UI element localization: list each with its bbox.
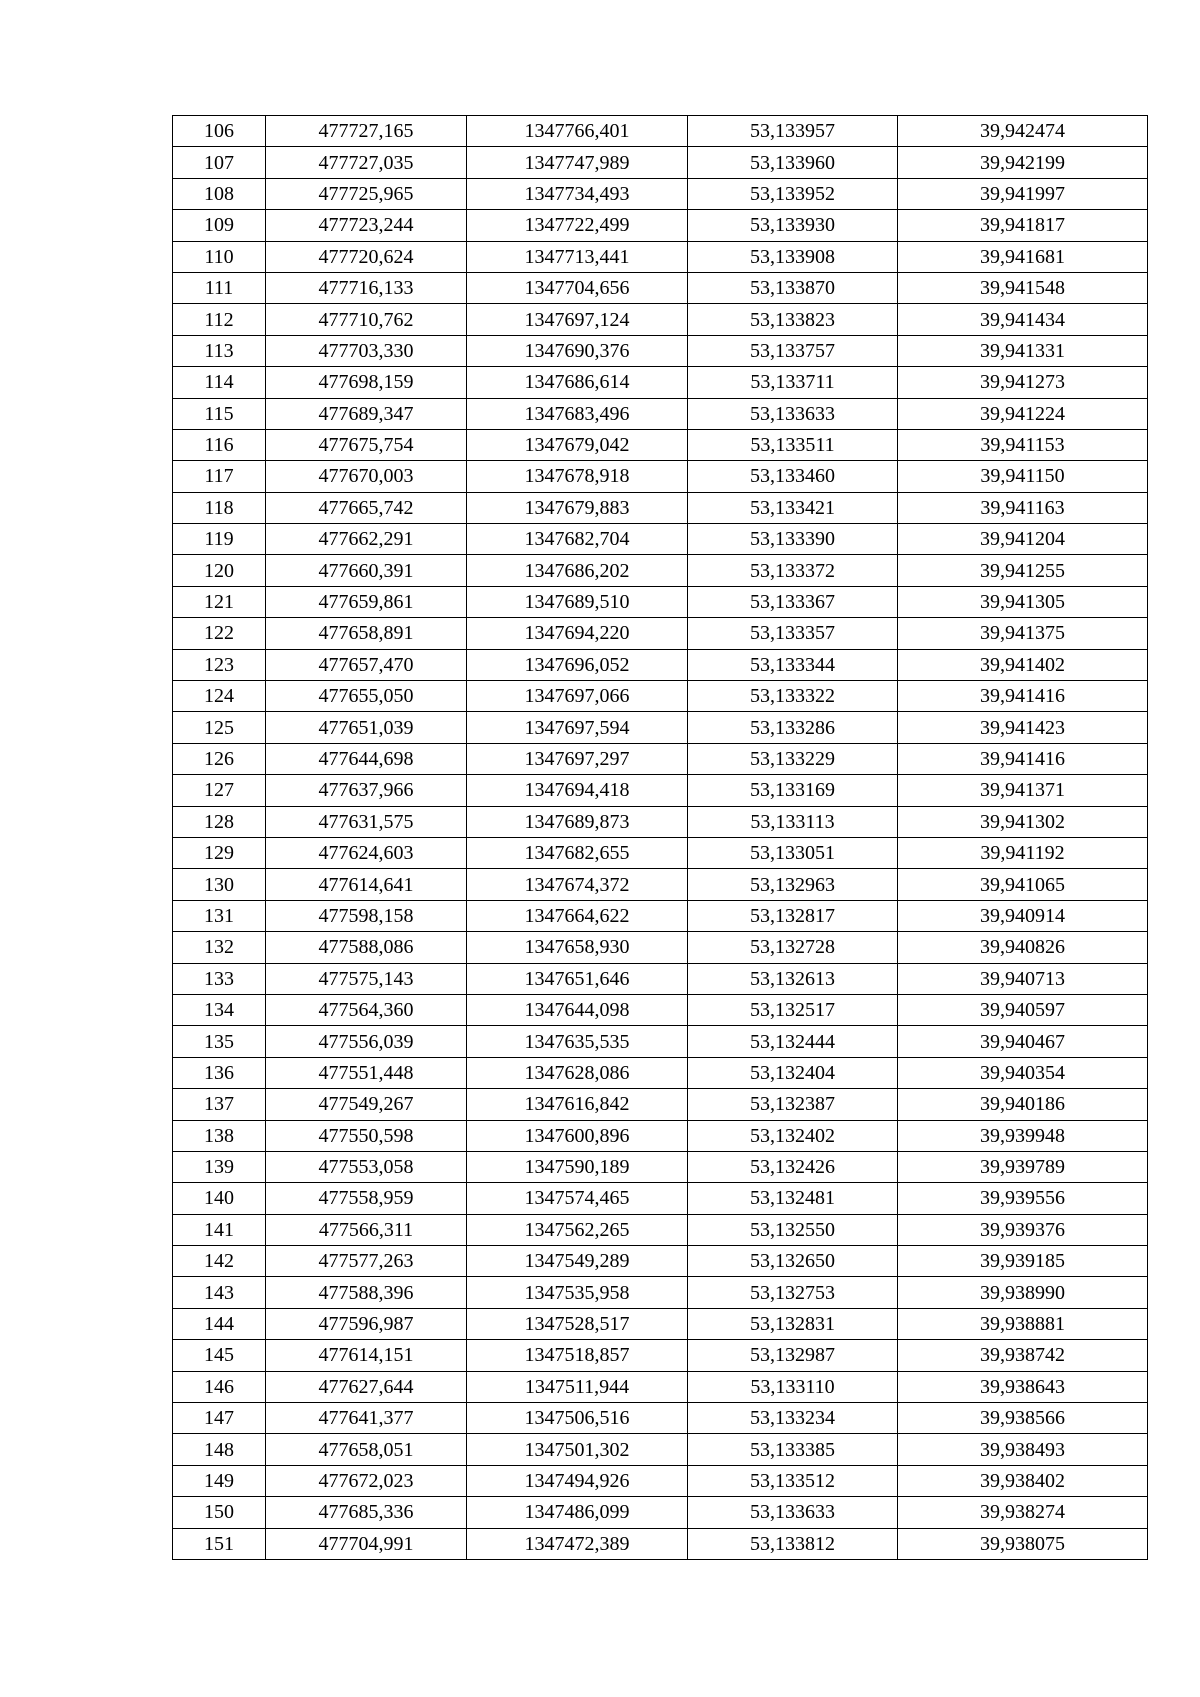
x-coordinate-cell: 477670,003 bbox=[266, 461, 467, 492]
y-coordinate-cell: 1347682,655 bbox=[467, 837, 688, 868]
x-coordinate-cell: 477631,575 bbox=[266, 806, 467, 837]
point-number-cell: 125 bbox=[173, 712, 266, 743]
point-number-cell: 119 bbox=[173, 524, 266, 555]
longitude-cell: 39,941150 bbox=[898, 461, 1148, 492]
longitude-cell: 39,941681 bbox=[898, 241, 1148, 272]
table-row bbox=[173, 524, 1148, 555]
latitude-cell: 53,132613 bbox=[688, 963, 898, 994]
latitude-cell: 53,133234 bbox=[688, 1403, 898, 1434]
x-coordinate-cell: 477550,598 bbox=[266, 1120, 467, 1151]
x-coordinate-cell: 477566,311 bbox=[266, 1214, 467, 1245]
x-coordinate-cell: 477716,133 bbox=[266, 272, 467, 303]
longitude-cell: 39,941402 bbox=[898, 649, 1148, 680]
x-coordinate-cell: 477553,058 bbox=[266, 1151, 467, 1182]
y-coordinate-cell: 1347528,517 bbox=[467, 1308, 688, 1339]
longitude-cell: 39,941548 bbox=[898, 272, 1148, 303]
table-row bbox=[173, 1403, 1148, 1434]
point-number-cell: 135 bbox=[173, 1026, 266, 1057]
longitude-cell: 39,938402 bbox=[898, 1465, 1148, 1496]
x-coordinate-cell: 477725,965 bbox=[266, 178, 467, 209]
latitude-cell: 53,133051 bbox=[688, 837, 898, 868]
x-coordinate-cell: 477675,754 bbox=[266, 429, 467, 460]
point-number-cell: 147 bbox=[173, 1403, 266, 1434]
y-coordinate-cell: 1347694,418 bbox=[467, 775, 688, 806]
point-number-cell: 109 bbox=[173, 210, 266, 241]
latitude-cell: 53,133633 bbox=[688, 398, 898, 429]
latitude-cell: 53,132444 bbox=[688, 1026, 898, 1057]
table-row bbox=[173, 1434, 1148, 1465]
longitude-cell: 39,941273 bbox=[898, 367, 1148, 398]
longitude-cell: 39,941224 bbox=[898, 398, 1148, 429]
x-coordinate-cell: 477689,347 bbox=[266, 398, 467, 429]
y-coordinate-cell: 1347697,124 bbox=[467, 304, 688, 335]
table-row bbox=[173, 1465, 1148, 1496]
x-coordinate-cell: 477665,742 bbox=[266, 492, 467, 523]
point-number-cell: 142 bbox=[173, 1246, 266, 1277]
x-coordinate-cell: 477704,991 bbox=[266, 1528, 467, 1559]
x-coordinate-cell: 477549,267 bbox=[266, 1089, 467, 1120]
y-coordinate-cell: 1347549,289 bbox=[467, 1246, 688, 1277]
point-number-cell: 131 bbox=[173, 900, 266, 931]
table-row bbox=[173, 1151, 1148, 1182]
latitude-cell: 53,133870 bbox=[688, 272, 898, 303]
x-coordinate-cell: 477727,165 bbox=[266, 116, 467, 147]
x-coordinate-cell: 477588,396 bbox=[266, 1277, 467, 1308]
latitude-cell: 53,133512 bbox=[688, 1465, 898, 1496]
table-row bbox=[173, 461, 1148, 492]
y-coordinate-cell: 1347686,202 bbox=[467, 555, 688, 586]
latitude-cell: 53,133229 bbox=[688, 743, 898, 774]
point-number-cell: 122 bbox=[173, 618, 266, 649]
point-number-cell: 124 bbox=[173, 681, 266, 712]
latitude-cell: 53,133286 bbox=[688, 712, 898, 743]
point-number-cell: 128 bbox=[173, 806, 266, 837]
x-coordinate-cell: 477703,330 bbox=[266, 335, 467, 366]
table-row bbox=[173, 1340, 1148, 1371]
table-row bbox=[173, 1120, 1148, 1151]
point-number-cell: 120 bbox=[173, 555, 266, 586]
y-coordinate-cell: 1347590,189 bbox=[467, 1151, 688, 1182]
x-coordinate-cell: 477698,159 bbox=[266, 367, 467, 398]
latitude-cell: 53,133357 bbox=[688, 618, 898, 649]
point-number-cell: 149 bbox=[173, 1465, 266, 1496]
longitude-cell: 39,941302 bbox=[898, 806, 1148, 837]
longitude-cell: 39,941423 bbox=[898, 712, 1148, 743]
point-number-cell: 121 bbox=[173, 586, 266, 617]
latitude-cell: 53,133960 bbox=[688, 147, 898, 178]
x-coordinate-cell: 477614,151 bbox=[266, 1340, 467, 1371]
x-coordinate-cell: 477659,861 bbox=[266, 586, 467, 617]
point-number-cell: 118 bbox=[173, 492, 266, 523]
latitude-cell: 53,132550 bbox=[688, 1214, 898, 1245]
y-coordinate-cell: 1347635,535 bbox=[467, 1026, 688, 1057]
y-coordinate-cell: 1347679,883 bbox=[467, 492, 688, 523]
longitude-cell: 39,941163 bbox=[898, 492, 1148, 523]
x-coordinate-cell: 477644,698 bbox=[266, 743, 467, 774]
table-row bbox=[173, 492, 1148, 523]
latitude-cell: 53,133711 bbox=[688, 367, 898, 398]
coordinates-table-body bbox=[173, 116, 1148, 1560]
table-row bbox=[173, 1497, 1148, 1528]
latitude-cell: 53,133930 bbox=[688, 210, 898, 241]
longitude-cell: 39,941153 bbox=[898, 429, 1148, 460]
table-row bbox=[173, 398, 1148, 429]
table-row bbox=[173, 1214, 1148, 1245]
latitude-cell: 53,132387 bbox=[688, 1089, 898, 1120]
table-row bbox=[173, 743, 1148, 774]
point-number-cell: 114 bbox=[173, 367, 266, 398]
longitude-cell: 39,940713 bbox=[898, 963, 1148, 994]
y-coordinate-cell: 1347651,646 bbox=[467, 963, 688, 994]
table-row bbox=[173, 994, 1148, 1025]
point-number-cell: 108 bbox=[173, 178, 266, 209]
table-row bbox=[173, 806, 1148, 837]
x-coordinate-cell: 477727,035 bbox=[266, 147, 467, 178]
x-coordinate-cell: 477651,039 bbox=[266, 712, 467, 743]
longitude-cell: 39,939376 bbox=[898, 1214, 1148, 1245]
x-coordinate-cell: 477710,762 bbox=[266, 304, 467, 335]
point-number-cell: 138 bbox=[173, 1120, 266, 1151]
latitude-cell: 53,133511 bbox=[688, 429, 898, 460]
point-number-cell: 141 bbox=[173, 1214, 266, 1245]
latitude-cell: 53,132831 bbox=[688, 1308, 898, 1339]
point-number-cell: 115 bbox=[173, 398, 266, 429]
y-coordinate-cell: 1347713,441 bbox=[467, 241, 688, 272]
table-row bbox=[173, 1026, 1148, 1057]
latitude-cell: 53,133633 bbox=[688, 1497, 898, 1528]
point-number-cell: 110 bbox=[173, 241, 266, 272]
table-row bbox=[173, 1371, 1148, 1402]
longitude-cell: 39,938566 bbox=[898, 1403, 1148, 1434]
latitude-cell: 53,133344 bbox=[688, 649, 898, 680]
x-coordinate-cell: 477551,448 bbox=[266, 1057, 467, 1088]
latitude-cell: 53,133372 bbox=[688, 555, 898, 586]
longitude-cell: 39,940467 bbox=[898, 1026, 1148, 1057]
table-row bbox=[173, 775, 1148, 806]
table-row bbox=[173, 116, 1148, 147]
y-coordinate-cell: 1347506,516 bbox=[467, 1403, 688, 1434]
point-number-cell: 106 bbox=[173, 116, 266, 147]
y-coordinate-cell: 1347734,493 bbox=[467, 178, 688, 209]
longitude-cell: 39,938881 bbox=[898, 1308, 1148, 1339]
longitude-cell: 39,941371 bbox=[898, 775, 1148, 806]
longitude-cell: 39,941416 bbox=[898, 743, 1148, 774]
x-coordinate-cell: 477657,470 bbox=[266, 649, 467, 680]
x-coordinate-cell: 477660,391 bbox=[266, 555, 467, 586]
longitude-cell: 39,940914 bbox=[898, 900, 1148, 931]
table-row bbox=[173, 932, 1148, 963]
latitude-cell: 53,133169 bbox=[688, 775, 898, 806]
x-coordinate-cell: 477720,624 bbox=[266, 241, 467, 272]
longitude-cell: 39,941375 bbox=[898, 618, 1148, 649]
point-number-cell: 133 bbox=[173, 963, 266, 994]
longitude-cell: 39,938274 bbox=[898, 1497, 1148, 1528]
longitude-cell: 39,940354 bbox=[898, 1057, 1148, 1088]
longitude-cell: 39,941204 bbox=[898, 524, 1148, 555]
y-coordinate-cell: 1347472,389 bbox=[467, 1528, 688, 1559]
x-coordinate-cell: 477556,039 bbox=[266, 1026, 467, 1057]
x-coordinate-cell: 477662,291 bbox=[266, 524, 467, 555]
x-coordinate-cell: 477658,891 bbox=[266, 618, 467, 649]
table-row bbox=[173, 210, 1148, 241]
longitude-cell: 39,941192 bbox=[898, 837, 1148, 868]
longitude-cell: 39,941416 bbox=[898, 681, 1148, 712]
latitude-cell: 53,133908 bbox=[688, 241, 898, 272]
y-coordinate-cell: 1347682,704 bbox=[467, 524, 688, 555]
latitude-cell: 53,132517 bbox=[688, 994, 898, 1025]
table-row bbox=[173, 681, 1148, 712]
y-coordinate-cell: 1347562,265 bbox=[467, 1214, 688, 1245]
table-row bbox=[173, 1089, 1148, 1120]
point-number-cell: 137 bbox=[173, 1089, 266, 1120]
y-coordinate-cell: 1347494,926 bbox=[467, 1465, 688, 1496]
y-coordinate-cell: 1347679,042 bbox=[467, 429, 688, 460]
point-number-cell: 116 bbox=[173, 429, 266, 460]
latitude-cell: 53,133957 bbox=[688, 116, 898, 147]
table-row bbox=[173, 272, 1148, 303]
point-number-cell: 117 bbox=[173, 461, 266, 492]
x-coordinate-cell: 477564,360 bbox=[266, 994, 467, 1025]
x-coordinate-cell: 477588,086 bbox=[266, 932, 467, 963]
point-number-cell: 148 bbox=[173, 1434, 266, 1465]
point-number-cell: 146 bbox=[173, 1371, 266, 1402]
table-row bbox=[173, 869, 1148, 900]
x-coordinate-cell: 477627,644 bbox=[266, 1371, 467, 1402]
y-coordinate-cell: 1347518,857 bbox=[467, 1340, 688, 1371]
point-number-cell: 112 bbox=[173, 304, 266, 335]
latitude-cell: 53,132650 bbox=[688, 1246, 898, 1277]
y-coordinate-cell: 1347628,086 bbox=[467, 1057, 688, 1088]
longitude-cell: 39,941817 bbox=[898, 210, 1148, 241]
point-number-cell: 113 bbox=[173, 335, 266, 366]
longitude-cell: 39,941997 bbox=[898, 178, 1148, 209]
table-row bbox=[173, 367, 1148, 398]
latitude-cell: 53,132963 bbox=[688, 869, 898, 900]
y-coordinate-cell: 1347535,958 bbox=[467, 1277, 688, 1308]
latitude-cell: 53,132817 bbox=[688, 900, 898, 931]
latitude-cell: 53,133460 bbox=[688, 461, 898, 492]
x-coordinate-cell: 477723,244 bbox=[266, 210, 467, 241]
x-coordinate-cell: 477641,377 bbox=[266, 1403, 467, 1434]
longitude-cell: 39,938493 bbox=[898, 1434, 1148, 1465]
point-number-cell: 144 bbox=[173, 1308, 266, 1339]
x-coordinate-cell: 477672,023 bbox=[266, 1465, 467, 1496]
y-coordinate-cell: 1347486,099 bbox=[467, 1497, 688, 1528]
point-number-cell: 136 bbox=[173, 1057, 266, 1088]
latitude-cell: 53,132481 bbox=[688, 1183, 898, 1214]
y-coordinate-cell: 1347696,052 bbox=[467, 649, 688, 680]
longitude-cell: 39,941331 bbox=[898, 335, 1148, 366]
longitude-cell: 39,941255 bbox=[898, 555, 1148, 586]
x-coordinate-cell: 477598,158 bbox=[266, 900, 467, 931]
longitude-cell: 39,942199 bbox=[898, 147, 1148, 178]
x-coordinate-cell: 477637,966 bbox=[266, 775, 467, 806]
latitude-cell: 53,133812 bbox=[688, 1528, 898, 1559]
longitude-cell: 39,942474 bbox=[898, 116, 1148, 147]
y-coordinate-cell: 1347644,098 bbox=[467, 994, 688, 1025]
table-row bbox=[173, 335, 1148, 366]
latitude-cell: 53,133385 bbox=[688, 1434, 898, 1465]
point-number-cell: 111 bbox=[173, 272, 266, 303]
y-coordinate-cell: 1347697,066 bbox=[467, 681, 688, 712]
longitude-cell: 39,938990 bbox=[898, 1277, 1148, 1308]
y-coordinate-cell: 1347574,465 bbox=[467, 1183, 688, 1214]
point-number-cell: 143 bbox=[173, 1277, 266, 1308]
table-row bbox=[173, 304, 1148, 335]
y-coordinate-cell: 1347600,896 bbox=[467, 1120, 688, 1151]
x-coordinate-cell: 477685,336 bbox=[266, 1497, 467, 1528]
y-coordinate-cell: 1347501,302 bbox=[467, 1434, 688, 1465]
y-coordinate-cell: 1347722,499 bbox=[467, 210, 688, 241]
y-coordinate-cell: 1347689,873 bbox=[467, 806, 688, 837]
table-row bbox=[173, 241, 1148, 272]
longitude-cell: 39,940186 bbox=[898, 1089, 1148, 1120]
y-coordinate-cell: 1347689,510 bbox=[467, 586, 688, 617]
longitude-cell: 39,940597 bbox=[898, 994, 1148, 1025]
point-number-cell: 145 bbox=[173, 1340, 266, 1371]
point-number-cell: 130 bbox=[173, 869, 266, 900]
longitude-cell: 39,941305 bbox=[898, 586, 1148, 617]
latitude-cell: 53,132402 bbox=[688, 1120, 898, 1151]
longitude-cell: 39,939556 bbox=[898, 1183, 1148, 1214]
y-coordinate-cell: 1347616,842 bbox=[467, 1089, 688, 1120]
x-coordinate-cell: 477558,959 bbox=[266, 1183, 467, 1214]
coordinates-table bbox=[172, 115, 1148, 1560]
latitude-cell: 53,133113 bbox=[688, 806, 898, 837]
x-coordinate-cell: 477577,263 bbox=[266, 1246, 467, 1277]
table-row bbox=[173, 1308, 1148, 1339]
longitude-cell: 39,939185 bbox=[898, 1246, 1148, 1277]
y-coordinate-cell: 1347674,372 bbox=[467, 869, 688, 900]
table-row bbox=[173, 147, 1148, 178]
table-row bbox=[173, 963, 1148, 994]
table-row bbox=[173, 1246, 1148, 1277]
x-coordinate-cell: 477596,987 bbox=[266, 1308, 467, 1339]
x-coordinate-cell: 477624,603 bbox=[266, 837, 467, 868]
latitude-cell: 53,132426 bbox=[688, 1151, 898, 1182]
table-row bbox=[173, 837, 1148, 868]
table-row bbox=[173, 712, 1148, 743]
latitude-cell: 53,132728 bbox=[688, 932, 898, 963]
longitude-cell: 39,941065 bbox=[898, 869, 1148, 900]
y-coordinate-cell: 1347664,622 bbox=[467, 900, 688, 931]
latitude-cell: 53,133823 bbox=[688, 304, 898, 335]
table-row bbox=[173, 649, 1148, 680]
latitude-cell: 53,132753 bbox=[688, 1277, 898, 1308]
latitude-cell: 53,132987 bbox=[688, 1340, 898, 1371]
point-number-cell: 129 bbox=[173, 837, 266, 868]
y-coordinate-cell: 1347658,930 bbox=[467, 932, 688, 963]
point-number-cell: 150 bbox=[173, 1497, 266, 1528]
table-row bbox=[173, 900, 1148, 931]
latitude-cell: 53,132404 bbox=[688, 1057, 898, 1088]
y-coordinate-cell: 1347686,614 bbox=[467, 367, 688, 398]
latitude-cell: 53,133757 bbox=[688, 335, 898, 366]
y-coordinate-cell: 1347766,401 bbox=[467, 116, 688, 147]
longitude-cell: 39,939948 bbox=[898, 1120, 1148, 1151]
point-number-cell: 140 bbox=[173, 1183, 266, 1214]
longitude-cell: 39,938075 bbox=[898, 1528, 1148, 1559]
table-row bbox=[173, 1528, 1148, 1559]
point-number-cell: 107 bbox=[173, 147, 266, 178]
y-coordinate-cell: 1347704,656 bbox=[467, 272, 688, 303]
latitude-cell: 53,133367 bbox=[688, 586, 898, 617]
point-number-cell: 132 bbox=[173, 932, 266, 963]
point-number-cell: 126 bbox=[173, 743, 266, 774]
y-coordinate-cell: 1347697,594 bbox=[467, 712, 688, 743]
table-row bbox=[173, 586, 1148, 617]
x-coordinate-cell: 477655,050 bbox=[266, 681, 467, 712]
table-row bbox=[173, 1057, 1148, 1088]
y-coordinate-cell: 1347511,944 bbox=[467, 1371, 688, 1402]
latitude-cell: 53,133952 bbox=[688, 178, 898, 209]
y-coordinate-cell: 1347697,297 bbox=[467, 743, 688, 774]
y-coordinate-cell: 1347690,376 bbox=[467, 335, 688, 366]
latitude-cell: 53,133421 bbox=[688, 492, 898, 523]
point-number-cell: 139 bbox=[173, 1151, 266, 1182]
y-coordinate-cell: 1347747,989 bbox=[467, 147, 688, 178]
table-row bbox=[173, 1277, 1148, 1308]
x-coordinate-cell: 477658,051 bbox=[266, 1434, 467, 1465]
longitude-cell: 39,941434 bbox=[898, 304, 1148, 335]
table-row bbox=[173, 178, 1148, 209]
point-number-cell: 123 bbox=[173, 649, 266, 680]
x-coordinate-cell: 477575,143 bbox=[266, 963, 467, 994]
longitude-cell: 39,940826 bbox=[898, 932, 1148, 963]
point-number-cell: 127 bbox=[173, 775, 266, 806]
table-row bbox=[173, 618, 1148, 649]
y-coordinate-cell: 1347694,220 bbox=[467, 618, 688, 649]
table-row bbox=[173, 429, 1148, 460]
longitude-cell: 39,938742 bbox=[898, 1340, 1148, 1371]
table-row bbox=[173, 1183, 1148, 1214]
table-row bbox=[173, 555, 1148, 586]
latitude-cell: 53,133390 bbox=[688, 524, 898, 555]
x-coordinate-cell: 477614,641 bbox=[266, 869, 467, 900]
point-number-cell: 134 bbox=[173, 994, 266, 1025]
longitude-cell: 39,938643 bbox=[898, 1371, 1148, 1402]
longitude-cell: 39,939789 bbox=[898, 1151, 1148, 1182]
y-coordinate-cell: 1347678,918 bbox=[467, 461, 688, 492]
y-coordinate-cell: 1347683,496 bbox=[467, 398, 688, 429]
latitude-cell: 53,133110 bbox=[688, 1371, 898, 1402]
latitude-cell: 53,133322 bbox=[688, 681, 898, 712]
point-number-cell: 151 bbox=[173, 1528, 266, 1559]
